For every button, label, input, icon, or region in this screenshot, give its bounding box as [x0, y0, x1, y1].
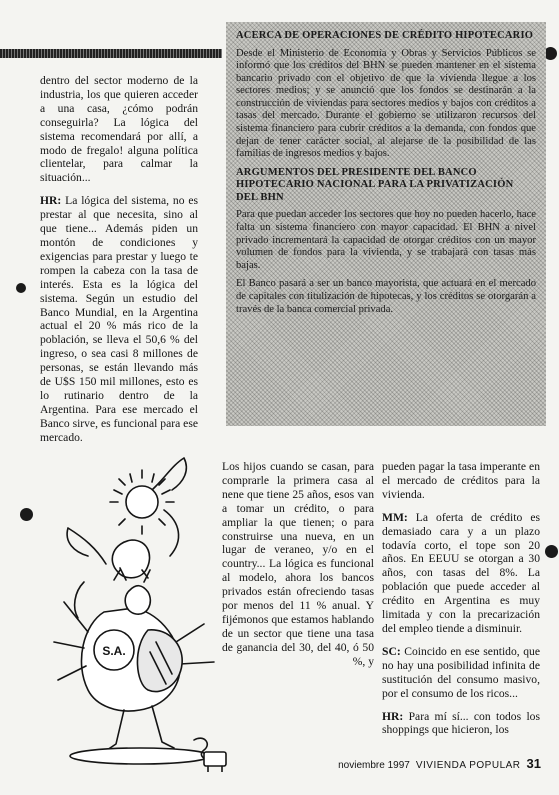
emblem-label: S.A.: [102, 644, 126, 658]
middle-text-column: [222, 460, 374, 678]
issue-date: noviembre 1997: [338, 760, 410, 771]
box-paragraph: Para que puedan acceder los sectores que hoy no pueden hacerlo, hace falta un sistema financiero con mayor capacidad. El BHN a nivel privado incrementará la capacidad de otorgar créditos con un mayor volumen de fondos para la vivienda, y se trabajará con tasas más bajas.: [236, 209, 536, 271]
box-heading: ARGUMENTOS DEL PRESIDENTE DEL BANCO HIPOTECARIO NACIONAL PARA LA PRIVATIZACIÓN DEL BHN: [236, 166, 514, 203]
bullet-dot: [545, 545, 558, 558]
paragraph: [382, 511, 540, 636]
sidebar-box: [226, 22, 546, 426]
cartoon-illustration: [44, 452, 234, 772]
paragraph-text: Para mí sí... con todos los shoppings que hicieron, los: [382, 709, 540, 737]
paragraph-text: La lógica del sistema, no es prestar al que necesita, sino al que tiene... Además piden un montón de condiciones y exigencias para prestar y luego te rompen la cabeza con la tasa de interés. Esta es la lógica del sistema. Según un estudio del Banco Mundial, en la Argentina actual el 20 % más rico de la población, se lleva el 50,6 % del ingreso, o sea casi 8 millones de personas, se están llevando más de U$S 150 mil millones, esto es lo rutinario dentro de la Argentina. Para ese mercado el Banco sirve, es funcional para ese mercado.: [40, 194, 199, 444]
box-heading: ACERCA DE OPERACIONES DE CRÉDITO HIPOTECARIO: [236, 30, 534, 41]
paragraph-text: Coincido en ese sentido, que no hay una posibilidad infinita de sustitución del consumo masivo, por el consumo de los ricos...: [382, 644, 540, 700]
paragraph: [382, 645, 540, 701]
left-text-column: [40, 74, 198, 454]
box-paragraph: El Banco pasará a ser un banco mayorista, que actuará en el mercado de capitales con titulización de hipotecas, y los créditos se otorgarán a través de la banca comercial privada.: [236, 278, 536, 315]
bullet-dot: [20, 508, 33, 521]
top-rule-bar: [0, 49, 222, 58]
paragraph: dentro del sector moderno de la industria, los que quieren acceder a una casa, ¿cómo podrán conseguirla? La lógica del sistema recomendará por allí, a modo de fregalo! alguna política clientelar, para calmar la situación...: [40, 74, 198, 185]
right-text-column: [382, 460, 540, 746]
paragraph: [40, 194, 198, 444]
bullet-dot: [16, 283, 26, 293]
magazine-name: VIVIENDA POPULAR: [415, 760, 521, 771]
paragraph: [382, 710, 540, 738]
speaker-initials: SC:: [382, 644, 401, 658]
speaker-initials: HR:: [382, 709, 404, 723]
speaker-initials: MM:: [382, 510, 408, 524]
page-footer: [338, 756, 541, 771]
speaker-initials: HR:: [40, 194, 62, 208]
paragraph-text: La oferta de crédito es demasiado cara y a un plazo todavía corto, el tope son 20 años. En EEUU se otorgan a 30 años, con tasas del 8%. La población que puede acceder al crédito en Argentina es muy limitada y con la precarización del empleo tiende a disminuir.: [382, 510, 540, 635]
plug-icon: [204, 752, 226, 766]
page-number: 31: [526, 756, 541, 771]
box-paragraph: Desde el Ministerio de Economía y Obras y Servicios Públicos se informó que los créditos del BHN se pueden mantener en el sistema bancario privado con el objetivo de que la vivienda llegue a los sectores medios; y se anunció que los fondos se destinarán a la construcción de viviendas para sectores medios y bajos con créditos a tasas del mercado. Durante el gobierno se utilizaron recursos del sistema financiero para cubrir créditos a la demanda, con fondos que dejan de tener carácter social, al alejarse de la posibilidad de las familias de ingresos medios y bajos.: [236, 47, 536, 160]
paragraph: Los hijos cuando se casan, para comprarle la primera casa al nene que tiene 25 años, esos van a tomar un crédito, o para ampliar la que tienen; o para construirse una nueva, en un lugar de veraneo, y/o en el country... La lógica es funcional al modelo, ahora los bancos privados están ofreciendo tasas por menos del 11 % anual. Y fijémonos que estamos hablando de un sector que tiene una tasa de ganancia del 30, del 40, ó 50 %, y: [222, 460, 374, 668]
paragraph: pueden pagar la tasa imperante en el mercado de créditos para la vivienda.: [382, 460, 540, 501]
